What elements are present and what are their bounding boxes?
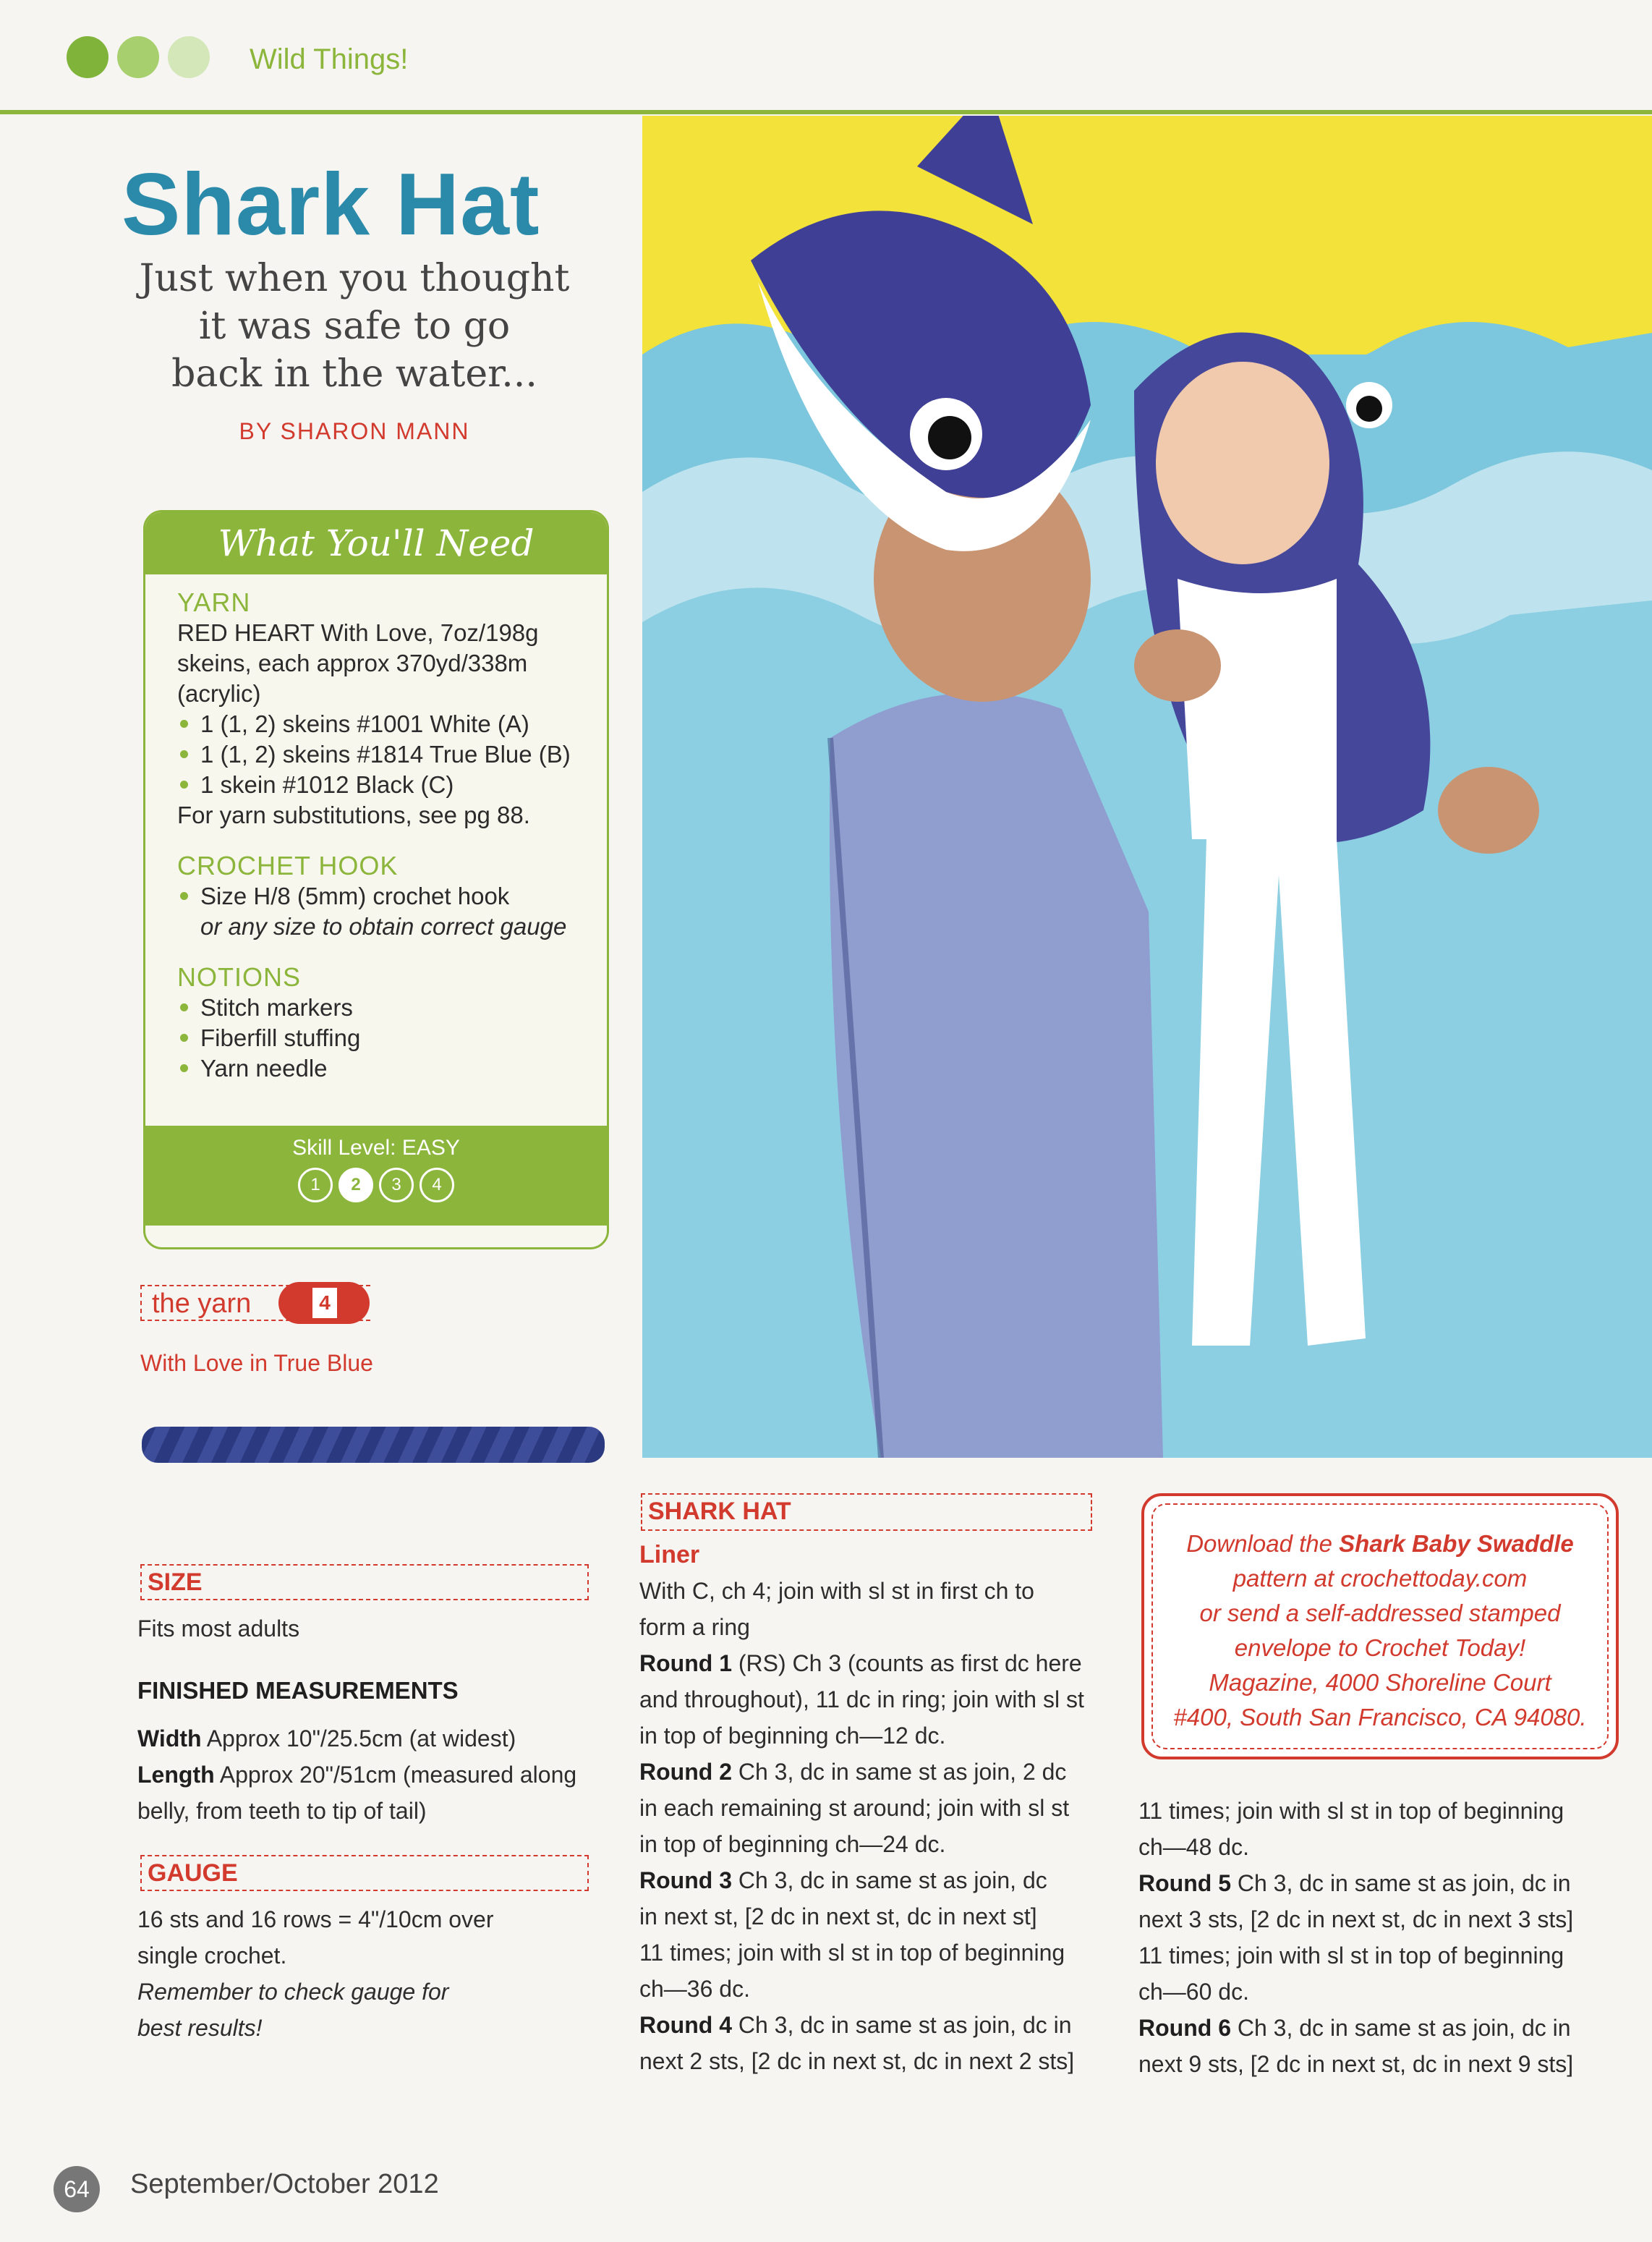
yarn-item: 1 (1, 2) skeins #1001 White (A) [177,709,579,739]
dot-3 [168,36,210,78]
hook-note: or any size to obtain correct gauge [200,913,567,940]
size-text: Fits most adults [137,1615,300,1642]
yarn-desc: skeins, each approx 370yd/338m [177,650,528,676]
skill-label: Skill Level: EASY [292,1136,460,1160]
issue-date: September/October 2012 [130,2169,439,2199]
round-4-text: ch—48 dc. [1138,1834,1249,1860]
dot-1 [67,36,108,78]
gauge-line: 16 sts and 16 rows = 4"/10cm over [137,1906,494,1932]
round-5-text: Ch 3, dc in same st as join, dc in [1237,1870,1571,1896]
gauge-note: best results! [137,2015,263,2041]
subtitle-line: Just when you thought [139,257,570,300]
download-pre: Download the [1186,1530,1332,1557]
round-2-text: in each remaining st around; join with sl st [639,1795,1070,1821]
skill-level-1: 1 [298,1168,333,1202]
round-4-label: Round 4 [639,2012,732,2038]
gauge-heading: GAUGE [140,1855,589,1891]
gauge-line: single crochet. [137,1942,287,1969]
subtitle-line: back in the water... [171,352,537,396]
download-line: envelope to Crochet Today! [1234,1634,1526,1661]
round-4-text: Ch 3, dc in same st as join, dc in [738,2012,1072,2038]
yarn-heading: YARN [177,587,251,617]
skill-level-4: 4 [420,1168,454,1202]
materials-heading: What You'll Need [145,512,607,574]
round-5-text: ch—60 dc. [1138,1979,1249,2005]
round-5-text: next 3 sts, [2 dc in next st, dc in next 3 sts] [1138,1906,1574,1932]
round-2-text: in top of beginning ch—24 dc. [639,1831,946,1857]
download-text [1159,1526,1601,1735]
page-number: 64 [54,2166,100,2212]
skill-level-3: 3 [379,1168,414,1202]
download-line: or send a self-addressed stamped [1199,1600,1561,1626]
materials-box [143,510,609,1249]
pattern-text [639,1537,1102,2079]
skill-level-2-selected: 2 [339,1168,373,1202]
liner-heading: Liner [639,1541,700,1568]
yarn-strand-image [142,1427,605,1463]
length-text-cont: belly, from teeth to tip of tail) [137,1798,427,1824]
round-5-text: 11 times; join with sl st in top of beginning [1138,1942,1564,1969]
download-pattern-name: Shark Baby Swaddle [1339,1530,1574,1557]
gauge-text [137,1901,600,2046]
round-3-text: 11 times; join with sl st in top of beginning [639,1940,1065,1966]
photo-illustration [642,116,1652,1458]
hook-item: Size H/8 (5mm) crochet hook [177,881,579,912]
intro-line: form a ring [639,1614,750,1640]
round-3-text: in next st, [2 dc in next st, dc in next st] [639,1903,1037,1929]
size-heading: SIZE [140,1564,589,1600]
yarn-note: For yarn substitutions, see pg 88. [177,802,530,828]
round-3-text: ch—36 dc. [639,1976,750,2002]
intro-line: With C, ch 4; join with sl st in first ch to [639,1578,1034,1604]
skill-level-bar [145,1126,607,1226]
dot-2 [117,36,159,78]
width-label: Width [137,1725,202,1751]
notions-section [177,962,579,1084]
round-6-text: Ch 3, dc in same st as join, dc in [1237,2015,1571,2041]
round-3-label: Round 3 [639,1867,732,1893]
page-title: Shark Hat [122,155,540,253]
notion-item: Stitch markers [177,993,579,1023]
yarn-section [177,587,579,831]
download-line: #400, South San Francisco, CA 94080. [1173,1704,1587,1731]
section-label: Wild Things! [250,43,409,75]
header-rule [0,110,1652,114]
width-text: Approx 10"/25.5cm (at widest) [206,1725,516,1751]
yarn-weight-number: 4 [312,1288,337,1318]
gauge-note: Remember to check gauge for [137,1979,449,2005]
yarn-desc: RED HEART With Love, 7oz/198g [177,619,539,646]
subtitle [123,255,586,398]
round-1-text: and throughout), 11 dc in ring; join with sl st [639,1686,1084,1712]
round-1-text: (RS) Ch 3 (counts as first dc here [738,1650,1082,1676]
download-line: Magazine, 4000 Shoreline Court [1209,1669,1551,1696]
notion-item: Fiberfill stuffing [177,1023,579,1053]
round-1-text: in top of beginning ch—12 dc. [639,1723,946,1749]
shark-hat-photo [642,116,1652,1458]
round-6-label: Round 6 [1138,2015,1231,2041]
round-5-label: Round 5 [1138,1870,1231,1896]
hook-section [177,851,579,942]
round-2-text: Ch 3, dc in same st as join, 2 dc [738,1759,1067,1785]
notion-item: Yarn needle [177,1053,579,1084]
skill-level-indicator [145,1168,607,1202]
pattern-heading: SHARK HAT [641,1493,1092,1531]
round-1-label: Round 1 [639,1650,732,1676]
download-line: pattern at crochettoday.com [1232,1565,1528,1592]
notions-heading: NOTIONS [177,962,302,992]
yarn-name: With Love in True Blue [140,1350,373,1376]
download-callout [1141,1493,1619,1759]
hook-heading: CROCHET HOOK [177,851,399,880]
yarn-item: 1 skein #1012 Black (C) [177,770,579,800]
yarn-desc: (acrylic) [177,680,261,707]
length-label: Length [137,1762,215,1788]
round-4-text: next 2 sts, [2 dc in next st, dc in next 2 sts] [639,2048,1075,2074]
finished-heading: FINISHED MEASUREMENTS [137,1677,459,1704]
pattern-text-cont [1138,1793,1616,2082]
byline: BY SHARON MANN [239,418,470,444]
length-text: Approx 20"/51cm (measured along [219,1762,577,1788]
section-dots [67,36,210,78]
round-6-text: next 9 sts, [2 dc in next st, dc in next 9 sts] [1138,2051,1574,2077]
round-4-text: 11 times; join with sl st in top of beginning [1138,1798,1564,1824]
round-3-text: Ch 3, dc in same st as join, dc [738,1867,1047,1893]
subtitle-line: it was safe to go [198,305,511,348]
yarn-item: 1 (1, 2) skeins #1814 True Blue (B) [177,739,579,770]
yarn-tag-label: the yarn [140,1285,370,1321]
round-2-label: Round 2 [639,1759,732,1785]
finished-measurements [137,1720,600,1829]
